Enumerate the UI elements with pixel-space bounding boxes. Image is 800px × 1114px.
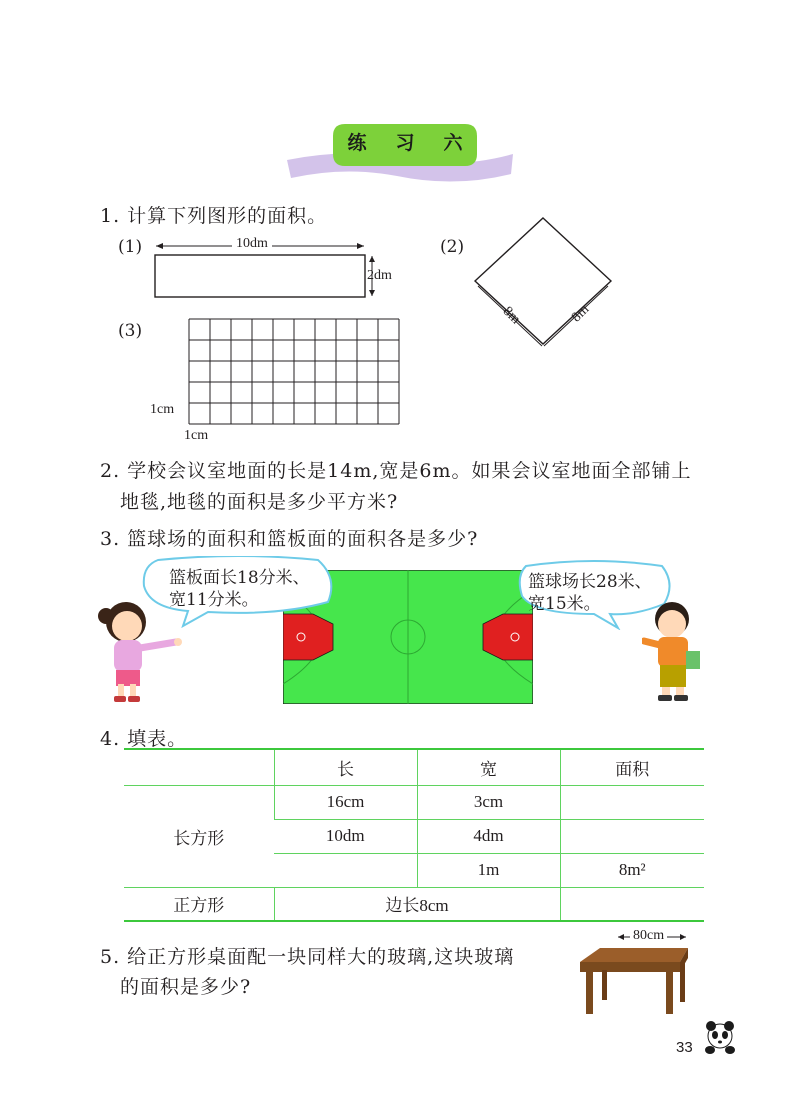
title-char-1: 练 [347, 132, 367, 154]
figure-2-square [470, 212, 630, 352]
figure-2-side-left: 8m [499, 304, 523, 328]
square-side: 边长8cm [274, 887, 560, 921]
question-3-text: 3. 篮球场的面积和篮板面的面积各是多少? [100, 528, 479, 550]
question-5-line-1: 5. 给正方形桌面配一块同样大的玻璃,这块玻璃 [100, 946, 515, 968]
figure-1-length: 10dm [232, 236, 272, 252]
figure-2-label: (2) [440, 237, 465, 257]
table-header-cell: 宽 [417, 749, 560, 785]
table-cell: 16cm [274, 785, 417, 819]
girl-illustration [96, 596, 186, 706]
table-header-cell [124, 749, 274, 785]
question-2-line-1: 2. 学校会议室地面的长是14m,宽是6m。如果会议室地面全部铺上 [100, 460, 692, 482]
table-header-cell: 长 [274, 749, 417, 785]
title-char-2: 习 [395, 132, 415, 154]
table-cell-blank[interactable] [560, 785, 704, 819]
figure-1-width: 2dm [367, 268, 392, 283]
figure-3-unit-vertical: 1cm [150, 402, 175, 417]
table-cell: 1m [417, 853, 560, 887]
bubble-left-line-2: 宽11分米。 [169, 590, 259, 610]
table-cell-blank[interactable] [274, 853, 417, 887]
table-row [124, 785, 704, 819]
table-cell-blank[interactable] [560, 887, 704, 921]
figure-3-grid [188, 318, 402, 428]
table-cell: 3cm [417, 785, 560, 819]
title-char-3: 六 [443, 132, 463, 154]
bubble-right-line-1: 篮球场长28米、 [528, 572, 652, 592]
table-cell: 10dm [274, 819, 417, 853]
table-header-row [124, 749, 704, 785]
rectangle-label: 长方形 [124, 785, 274, 887]
question-2-line-2: 地毯,地毯的面积是多少平方米? [120, 491, 399, 513]
question-4-text: 4. 填表。 [100, 728, 188, 750]
table-cell: 8m² [560, 853, 704, 887]
bubble-right-line-2: 宽15米。 [528, 594, 601, 614]
table-header-cell: 面积 [560, 749, 704, 785]
question-5-line-2: 的面积是多少? [120, 976, 252, 998]
page-number: 33 [676, 1039, 693, 1056]
figure-3-label: (3) [118, 321, 143, 341]
figure-3-unit-horizontal: 1cm [184, 428, 209, 443]
table-row [124, 887, 704, 921]
fill-table [124, 748, 704, 922]
figure-1-label: (1) [118, 237, 143, 257]
title-banner [285, 118, 515, 188]
bubble-left-line-1: 篮板面长18分米、 [169, 568, 310, 588]
figure-2-side-right: 8m [568, 302, 593, 326]
table-cell-blank[interactable] [560, 819, 704, 853]
table-cell: 4dm [417, 819, 560, 853]
square-label: 正方形 [124, 887, 274, 921]
table-size-label: 80cm [630, 928, 667, 944]
question-1-text: 1. 计算下列图形的面积。 [100, 205, 328, 227]
panda-icon [700, 1016, 742, 1058]
boy-illustration [642, 597, 712, 705]
